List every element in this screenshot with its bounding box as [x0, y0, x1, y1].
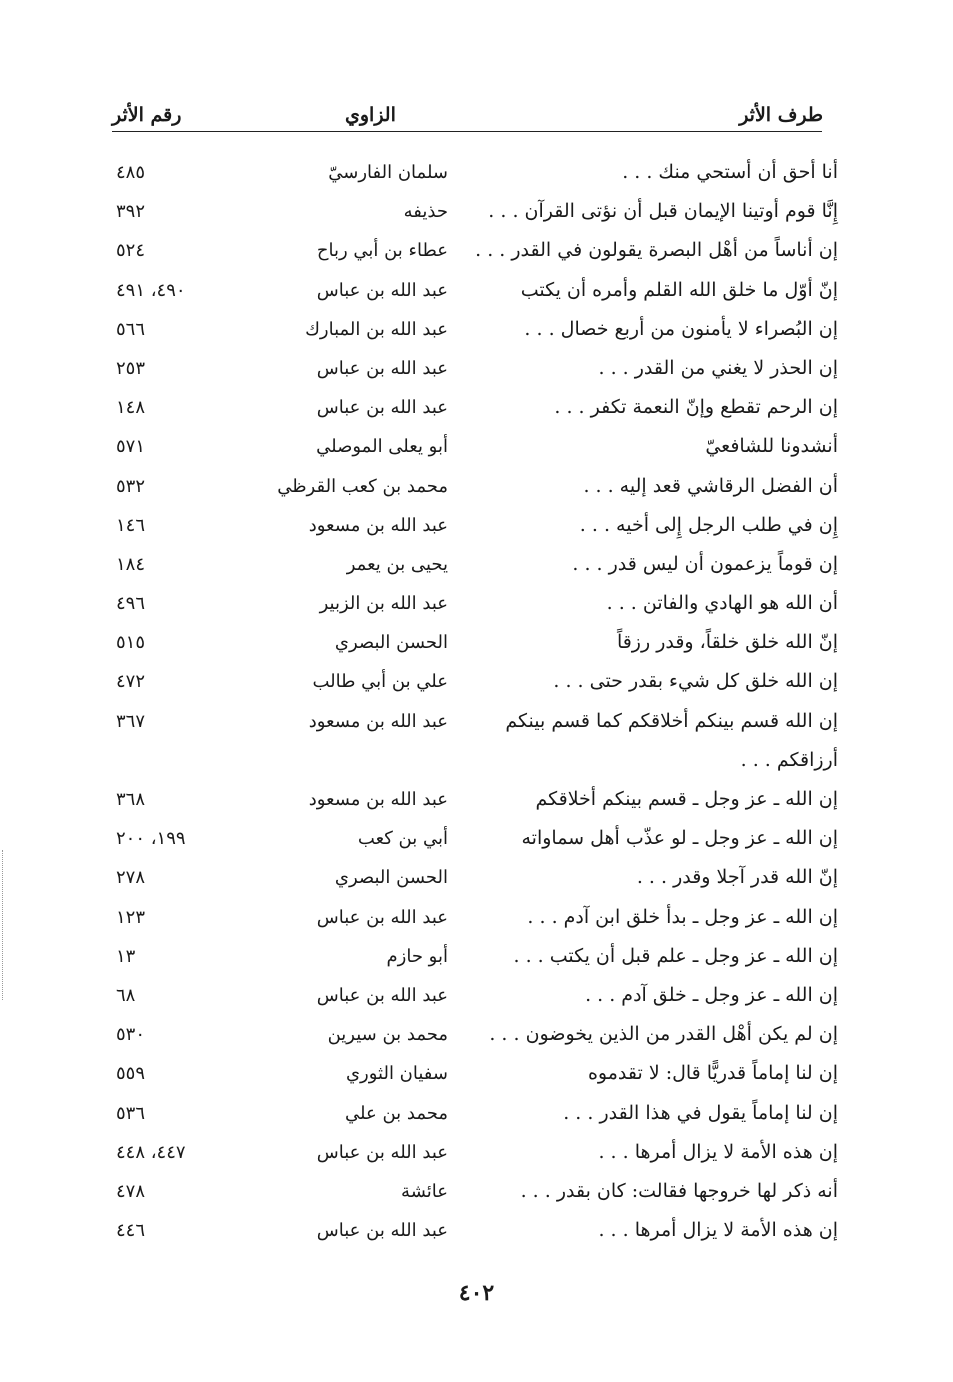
table-row — [0, 659, 953, 698]
athar-number: ٥١٥ — [116, 632, 146, 654]
athar-title: إن الرحم تقطع وإنّ النعمة تكفر . . . — [554, 396, 838, 419]
narrator-name: عبد الله بن الزبير — [319, 593, 448, 615]
athar-title: إن قوماً يزعمون أن ليس قدر . . . — [572, 552, 838, 575]
narrator-name: الحسن البصري — [334, 867, 448, 889]
page-number: ٤٠٢ — [458, 1280, 495, 1306]
athar-title: إن الله ـ عز وجل ـ خلق آدم . . . — [585, 983, 838, 1006]
athar-title: إِن في طلب الرجل إِلى أخيه . . . — [579, 513, 838, 536]
narrator-name: أبو حازم — [386, 945, 448, 967]
header-narrator-column: الزاوي — [345, 104, 396, 126]
table-row — [0, 503, 953, 542]
athar-number: ١٨٤ — [116, 553, 146, 575]
table-row — [0, 581, 953, 620]
athar-title: إن لنا إماماً قدريًّا قال: لا تقدموه — [587, 1062, 838, 1085]
athar-number: ٣٦٧ — [116, 710, 146, 732]
athar-title: إن لم يكن أهْل القدر من الذين يخوضون . . . — [489, 1023, 838, 1046]
athar-number: ٢٥٣ — [116, 357, 146, 379]
narrator-name: عبد الله بن عباس — [316, 1220, 448, 1242]
narrator-name: محمد بن علي — [345, 1102, 448, 1124]
athar-number: ٦٨ — [116, 984, 136, 1006]
athar-title: إِنَّا قوم أوتينا الإيمان قبل أن نؤتى القرآن . . . — [488, 200, 838, 223]
table-row — [0, 1051, 953, 1090]
narrator-name: عطاء بن أبي رباح — [316, 240, 448, 262]
narrator-name: عبد الله بن مسعود — [308, 789, 448, 811]
table-row — [0, 1169, 953, 1208]
athar-number: ٤٧٢ — [116, 671, 146, 693]
athar-title: إن البُصراء لا يأمنون من أربع خصال . . . — [524, 317, 838, 340]
narrator-name: عبد الله بن عباس — [316, 984, 448, 1006]
narrator-name: محمد بن سيرين — [327, 1024, 448, 1046]
narrator-name: يحيى بن يعمر — [346, 553, 448, 575]
index-table — [0, 150, 953, 1247]
athar-number: ٥٥٩ — [116, 1063, 146, 1085]
athar-title: إن هذه الأمة لا يزال أمرها . . . — [598, 1219, 838, 1242]
athar-title: إن الله ـ عز وجل ـ لو عذّب أهل سماواته — [521, 827, 838, 850]
narrator-name: عبد الله بن مسعود — [308, 514, 448, 536]
athar-number: ٥٦٦ — [116, 318, 146, 340]
athar-title: إن الله قسم بينكم أخلاقكم كما قسم بينكم أرزاقكم . . . — [505, 709, 838, 771]
narrator-name: أبو يعلى الموصلي — [316, 436, 448, 458]
table-row — [0, 1208, 953, 1247]
narrator-name: عبد الله بن المبارك — [305, 318, 448, 340]
athar-title: إن لنا إماماً يقول في هذا القدر . . . — [563, 1101, 838, 1124]
athar-number: ٤٧٨ — [116, 1180, 146, 1202]
athar-number: ٤٤٧، ٤٤٨ — [116, 1141, 186, 1163]
narrator-name: الحسن البصري — [334, 632, 448, 654]
athar-number: ٥٣٦ — [116, 1102, 146, 1124]
narrator-name: عبد الله بن مسعود — [308, 710, 448, 732]
table-row — [0, 228, 953, 267]
table-row — [0, 346, 953, 385]
header-title-column: طرف الأثر — [739, 104, 823, 126]
athar-number: ٥٣٠ — [116, 1024, 146, 1046]
table-row — [0, 855, 953, 894]
athar-number: ٥٢٤ — [116, 240, 146, 262]
athar-number: ١٩٩، ٢٠٠ — [116, 828, 186, 850]
athar-title: إن الحذر لا يغني من القدر . . . — [598, 356, 838, 379]
table-row — [0, 542, 953, 581]
table-row — [0, 424, 953, 463]
table-row — [0, 1091, 953, 1130]
athar-title: إن الله خلق كل شيء بقدر حتى . . . — [553, 670, 838, 693]
table-row — [0, 307, 953, 346]
narrator-name: عبد الله بن عباس — [316, 1141, 448, 1163]
table-row — [0, 699, 953, 777]
athar-title: إنّ أوّل ما خلق الله القلم وأمره أن يكتب — [520, 278, 838, 301]
athar-title: أن الله هو الهادي والفاتن . . . — [606, 592, 838, 615]
table-row — [0, 1130, 953, 1169]
athar-title: إن أناساً من أهْل البصرة يقولون في القدر . . . — [475, 239, 838, 262]
narrator-name: سفيان الثوري — [345, 1063, 448, 1085]
narrator-name: عبد الله بن عباس — [316, 279, 448, 301]
narrator-name: عبد الله بن عباس — [316, 906, 448, 928]
athar-title: إن هذه الأمة لا يزال أمرها . . . — [598, 1140, 838, 1163]
athar-title: أن الفضل الرقاشي قعد إليه . . . — [583, 474, 838, 497]
table-row — [0, 816, 953, 855]
athar-number: ٣٦٨ — [116, 789, 146, 811]
table-row — [0, 973, 953, 1012]
athar-number: ١٤٨ — [116, 397, 146, 419]
narrator-name: أبي بن كعب — [357, 828, 448, 850]
athar-number: ١٢٣ — [116, 906, 146, 928]
table-row — [0, 895, 953, 934]
athar-title: أنه ذكر لها خروجها فقالت: كان بقدر . . . — [520, 1179, 838, 1202]
athar-title: أنا أحق أن أستحي منك . . . — [622, 161, 838, 183]
athar-number: ٤٨٥ — [116, 162, 146, 183]
athar-number: ٥٣٢ — [116, 475, 146, 497]
table-row — [0, 934, 953, 973]
athar-title: إن الله ـ عز وجل ـ علم قبل أن يكتب . . . — [513, 944, 838, 967]
narrator-name: محمد بن كعب القرظي — [277, 475, 448, 497]
athar-title: إنّ الله قدر آجلا وقدر . . . — [636, 866, 838, 889]
athar-number: ٤٤٦ — [116, 1220, 146, 1242]
table-row — [0, 1012, 953, 1051]
page-edge-mark — [2, 850, 3, 1000]
table-row — [0, 777, 953, 816]
narrator-name: سلمان الفارسيّ — [328, 162, 448, 183]
table-row — [0, 385, 953, 424]
athar-number: ٥٧١ — [116, 436, 146, 458]
narrator-name: حذيفه — [403, 201, 448, 223]
athar-title: إن الله ـ عز وجل ـ بدأ خلق ابن آدم . . . — [527, 905, 838, 928]
table-row — [0, 464, 953, 503]
narrator-name: علي بن أبي طالب — [312, 671, 448, 693]
athar-title: إن الله ـ عز وجل ـ قسم بينكم أخلاقكم — [535, 788, 838, 811]
athar-number: ٢٧٨ — [116, 867, 146, 889]
athar-number: ٤٩٠، ٤٩١ — [116, 279, 186, 301]
narrator-name: عبد الله بن عباس — [316, 397, 448, 419]
table-row — [0, 268, 953, 307]
narrator-name: عائشة — [401, 1180, 448, 1202]
athar-title: إنّ الله خلق خلقاً، وقدر رزقاً — [616, 631, 838, 654]
header-number-column: رقم الأثر — [112, 104, 182, 126]
athar-title: أنشدونا للشافعيّ — [705, 435, 838, 458]
table-row — [0, 150, 953, 189]
table-row — [0, 189, 953, 228]
athar-number: ١٤٦ — [116, 514, 146, 536]
athar-number: ١٣ — [116, 945, 136, 967]
table-row — [0, 620, 953, 659]
athar-number: ٣٩٢ — [116, 201, 146, 223]
header-divider — [112, 131, 822, 132]
athar-number: ٤٩٦ — [116, 593, 146, 615]
narrator-name: عبد الله بن عباس — [316, 357, 448, 379]
